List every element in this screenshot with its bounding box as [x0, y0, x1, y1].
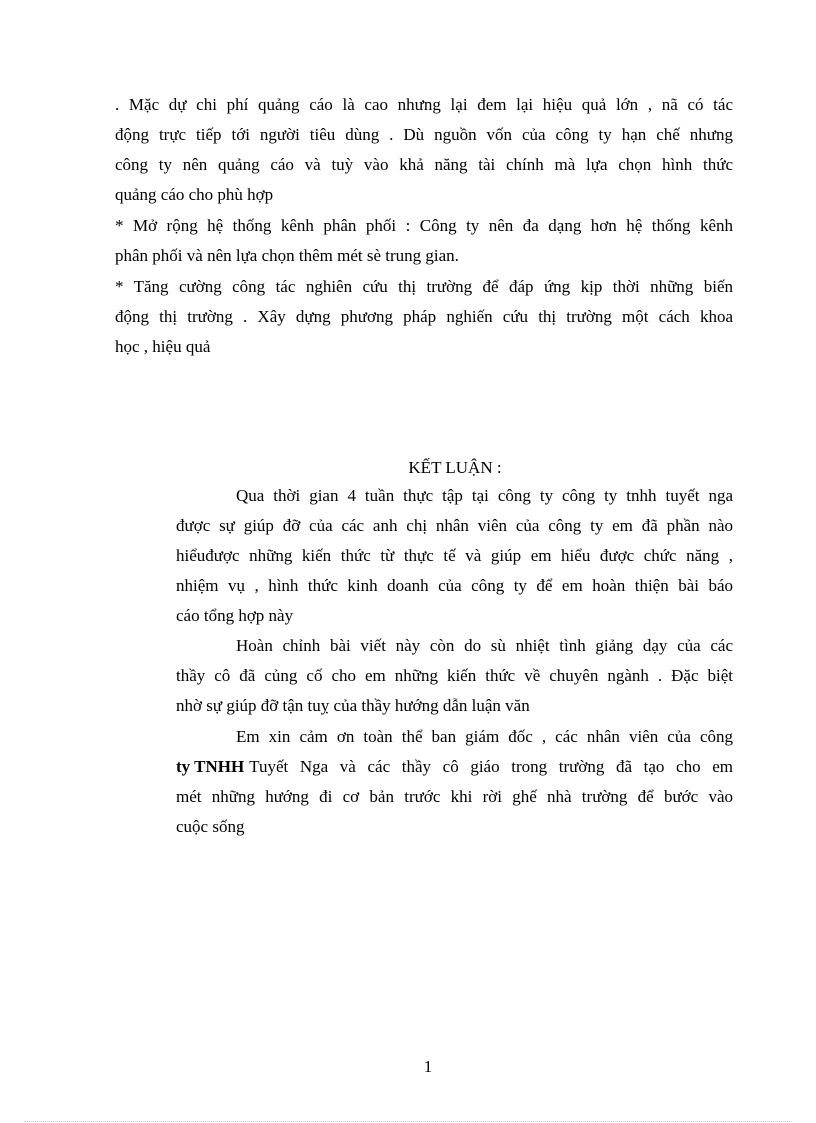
bullet-line: * Mở rộng hệ thống kênh phân phối : Công ty nên đa dạng hơn hệ thống kênh	[115, 216, 733, 235]
text-line: thầy cô đã củng cố cho em những kiến thức về chuyên ngành . Đặc biệt	[176, 666, 733, 685]
paragraph-first-line: Em xin cảm ơn toàn thể ban giám đốc , các nhân viên của công	[236, 727, 733, 746]
text-line: quảng cáo cho phù hợp	[115, 185, 274, 204]
page-number: 1	[423, 1057, 433, 1076]
text-line: được sự giúp đỡ của các anh chị nhân viên của công ty em đã phần nào	[176, 516, 733, 535]
text-line: nhiệm vụ , hình thức kinh doanh của công ty để em hoàn thiện bài báo	[176, 576, 733, 595]
text-line: phân phối và nên lựa chọn thêm mét sè trung gian.	[115, 246, 459, 265]
text-line: cuộc sống	[176, 817, 245, 836]
text-line: . Mặc dự chi phí quảng cáo là cao nhưng lại đem lại hiệu quả lớn , nã có tác	[115, 95, 733, 114]
text-line: động trực tiếp tới người tiêu dùng . Dù nguồn vốn của công ty hạn chế nhưng	[115, 125, 733, 144]
bold-company-name: ty TNHH	[176, 757, 245, 776]
text-line: cáo tổng hợp này	[176, 606, 294, 625]
paragraph-first-line: Qua thời gian 4 tuần thực tập tại công ty công ty tnhh tuyết nga	[236, 486, 733, 505]
text-line-with-bold	[176, 757, 733, 777]
text-line: công ty nên quảng cáo và tuỳ vào khả năng tài chính mà lựa chọn hình thức	[115, 155, 733, 174]
text-line: Tuyết Nga và các thầy cô giáo trong trường đã tạo cho em	[249, 757, 733, 776]
text-line: động thị trường . Xây dựng phương pháp nghiến cứu thị trường một cách khoa	[115, 307, 733, 326]
text-line: nhờ sự giúp đỡ tận tuỵ của thầy hướng dẫn luận văn	[176, 696, 530, 715]
bullet-line: * Tăng cường công tác nghiên cứu thị trường để đáp ứng kịp thời những biến	[115, 277, 733, 296]
conclusion-title: KẾT LUẬN :	[408, 458, 502, 477]
paragraph-first-line: Hoàn chỉnh bài viết này còn do sù nhiệt tình giảng dạy của các	[236, 636, 733, 655]
text-line: hiểuđược những kiến thức từ thực tế và giúp em hiểu được chức năng ,	[176, 546, 733, 565]
page-bottom-divider	[24, 1121, 792, 1122]
text-line: mét những hướng đi cơ bản trước khi rời ghế nhà trường để bước vào	[176, 787, 733, 806]
text-line: học , hiệu quả	[115, 337, 211, 356]
